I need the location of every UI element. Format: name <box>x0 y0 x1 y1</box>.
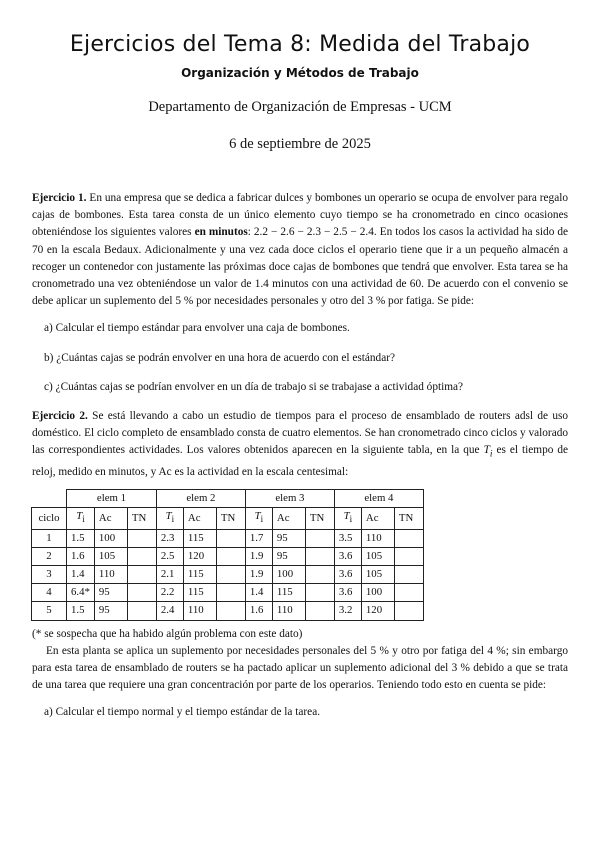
exercise-2-questions <box>32 704 568 721</box>
exercise-1-bold: en minutos <box>194 226 248 239</box>
table-row <box>32 547 424 565</box>
document-title: Ejercicios del Tema 8: Medida del Trabajo <box>69 32 531 57</box>
exercise-2-statement <box>32 408 568 481</box>
cell-ciclo: 5 <box>32 602 67 620</box>
document-subtitle: Organización y Métodos de Trabajo <box>181 66 419 80</box>
col-ac: Ac <box>361 508 394 529</box>
col-tn: TN <box>394 508 423 529</box>
cell-e4-t: 3.2 <box>334 602 361 620</box>
cell-e2-t: 2.1 <box>156 566 183 584</box>
col-tn: TN <box>305 508 334 529</box>
cell-e1-t: 1.4 <box>67 566 95 584</box>
cell-e4-a: 105 <box>361 566 394 584</box>
cell-e2-a: 115 <box>183 529 216 547</box>
cell-tn <box>305 547 334 565</box>
table-column-header <box>32 508 424 529</box>
exercise-1-question-c: c) ¿Cuántas cajas se podrían envolver en un día de trabajo si se trabajase a actividad óptima? <box>44 380 464 393</box>
col-ciclo: ciclo <box>32 508 67 529</box>
cell-e4-a: 120 <box>361 602 394 620</box>
cell-ciclo: 3 <box>32 566 67 584</box>
cell-e1-a: 100 <box>94 529 127 547</box>
cell-tn <box>216 566 245 584</box>
col-ti: $T_i$ <box>334 508 361 529</box>
col-ac: Ac <box>272 508 305 529</box>
cell-tn <box>305 584 334 602</box>
cell-e3-t: 1.9 <box>245 566 272 584</box>
col-ti: $T_i$ <box>67 508 95 529</box>
cell-tn <box>216 547 245 565</box>
cell-e1-t: 1.6 <box>67 547 95 565</box>
exercise-1-question-a: a) Calcular el tiempo estándar para envolver una caja de bombones. <box>44 322 350 335</box>
exercise-1-text-a: En una empresa que se dedica a fabricar dulces y bombones un operario se ocupa de envolver para regalo cajas de bombones. Esta tarea consta de un único elemento cuyo tiempo se ha cronometrado en cinco ocasiones obteniéndose los siguientes valores <box>32 192 569 239</box>
cell-e3-a: 95 <box>272 547 305 565</box>
cell-e4-t: 3.6 <box>334 584 361 602</box>
table-row <box>32 566 424 584</box>
cell-e3-t: 1.9 <box>245 547 272 565</box>
cell-tn <box>127 547 156 565</box>
exercise-2-ti: $T_i$ <box>483 444 493 460</box>
cell-e1-t: 1.5 <box>67 529 95 547</box>
cell-e4-a: 100 <box>361 584 394 602</box>
cell-tn <box>127 584 156 602</box>
cell-e4-t: 3.6 <box>334 547 361 565</box>
cell-e3-t: 1.7 <box>245 529 272 547</box>
cell-tn <box>305 602 334 620</box>
col-tn: TN <box>127 508 156 529</box>
col-ac: Ac <box>94 508 127 529</box>
cell-ciclo: 4 <box>32 584 67 602</box>
cell-tn <box>394 547 423 565</box>
cell-tn <box>216 584 245 602</box>
group-header-elem1: elem 1 <box>67 490 157 508</box>
group-header-elem3: elem 3 <box>245 490 334 508</box>
cell-e4-t: 3.6 <box>334 566 361 584</box>
cell-e2-t: 2.2 <box>156 584 183 602</box>
cell-tn <box>127 566 156 584</box>
exercise-1-question-b: b) ¿Cuántas cajas se podrán envolver en una hora de acuerdo con el estándar? <box>44 351 395 364</box>
cell-tn <box>394 602 423 620</box>
col-tn: TN <box>216 508 245 529</box>
department: Departamento de Organización de Empresas - UCM <box>148 99 452 115</box>
cell-tn <box>394 566 423 584</box>
cell-e2-a: 115 <box>183 566 216 584</box>
col-ac: Ac <box>183 508 216 529</box>
cell-e4-a: 110 <box>361 529 394 547</box>
cell-e1-a: 95 <box>94 602 127 620</box>
cell-ciclo: 1 <box>32 529 67 547</box>
table-note: (* se sospecha que ha habido algún problema con este dato) <box>32 627 303 640</box>
cell-e3-t: 1.4 <box>245 584 272 602</box>
document-body <box>32 190 568 734</box>
cell-tn <box>127 529 156 547</box>
table-row <box>32 602 424 620</box>
cell-e3-t: 1.6 <box>245 602 272 620</box>
cell-e1-a: 105 <box>94 547 127 565</box>
cell-e2-a: 110 <box>183 602 216 620</box>
cell-e2-t: 2.4 <box>156 602 183 620</box>
cell-e1-a: 95 <box>94 584 127 602</box>
cell-tn <box>216 602 245 620</box>
exercise-2-label: Ejercicio 2. <box>32 410 88 423</box>
cell-e2-t: 2.3 <box>156 529 183 547</box>
exercise-1-statement <box>32 190 568 310</box>
cell-e3-a: 95 <box>272 529 305 547</box>
cell-e2-a: 120 <box>183 547 216 565</box>
exercise-1-questions <box>32 320 568 396</box>
cell-e2-t: 2.5 <box>156 547 183 565</box>
table-body <box>32 529 424 620</box>
exercise-2-question-a: a) Calcular el tiempo normal y el tiempo estándar de la tarea. <box>44 706 321 719</box>
exercise-1-text-b: : 2.2 − 2.6 − 2.3 − 2.5 − 2.4. En todos los casos la actividad ha sido de 70 en la escala Bedaux. Adicionalmente y una vez cada doce ciclos el operario tiene que ir a un pequeño almacén a recoger un contenedor con justamente las próximas doce cajas de bombones que tendrá que envolver. Esta tarea se ha cronometrado una vez obteniéndose un valor de 1.4 minutos con una actividad de 60. De acuerdo con el convenio se debe aplicar un suplemento del 5 % por necesidades personales y otro del 3 % por fatiga. Se pide: <box>32 226 568 308</box>
cell-tn <box>127 602 156 620</box>
cell-tn <box>216 529 245 547</box>
cell-e3-a: 110 <box>272 602 305 620</box>
exercise-2-text-a: Se está llevando a cabo un estudio de tiempos para el proceso de ensamblado de routers adsl de uso doméstico. El ciclo completo de ensamblado consta de cuatro elementos. Se han cronometrado cinco ciclos y valorado las correspondientes actividades. Los valores obtenidos aparecen en la siguiente tabla, en la que <box>32 410 569 457</box>
cell-ciclo: 2 <box>32 547 67 565</box>
exercise-2-paragraph: En esta planta se aplica un suplemento por necesidades personales del 5 % y otro por fatiga del 4 %; sin embargo para esta tarea de ensamblado de routers se ha pactado aplicar un suplemento adicional del 3 % debido a que se trata de una tarea que requiere una gran concentración por parte de los operarios. Teniendo todo esto en cuenta se pide: <box>32 644 568 692</box>
exercise-1-label: Ejercicio 1. <box>32 192 87 204</box>
document-date: 6 de septiembre de 2025 <box>229 136 371 152</box>
cell-e3-a: 115 <box>272 584 305 602</box>
table-row <box>32 529 424 547</box>
cell-tn <box>305 566 334 584</box>
cell-e2-a: 115 <box>183 584 216 602</box>
cell-e4-a: 105 <box>361 547 394 565</box>
cell-e4-t: 3.5 <box>334 529 361 547</box>
cell-e1-a: 110 <box>94 566 127 584</box>
cell-e3-a: 100 <box>272 566 305 584</box>
group-header-elem2: elem 2 <box>156 490 245 508</box>
cell-e1-t: 6.4* <box>67 584 95 602</box>
col-ti: $T_i$ <box>156 508 183 529</box>
exercise-2-text-b: es el tiempo de reloj, medido en minutos, y Ac es la actividad en la escala centesimal: <box>32 444 569 478</box>
cell-tn <box>394 529 423 547</box>
col-ti: $T_i$ <box>245 508 272 529</box>
times-table <box>31 489 424 621</box>
table-group-header <box>32 490 424 508</box>
cell-tn <box>305 529 334 547</box>
table-row <box>32 584 424 602</box>
cell-tn <box>394 584 423 602</box>
group-header-elem4: elem 4 <box>334 490 423 508</box>
cell-e1-t: 1.5 <box>67 602 95 620</box>
